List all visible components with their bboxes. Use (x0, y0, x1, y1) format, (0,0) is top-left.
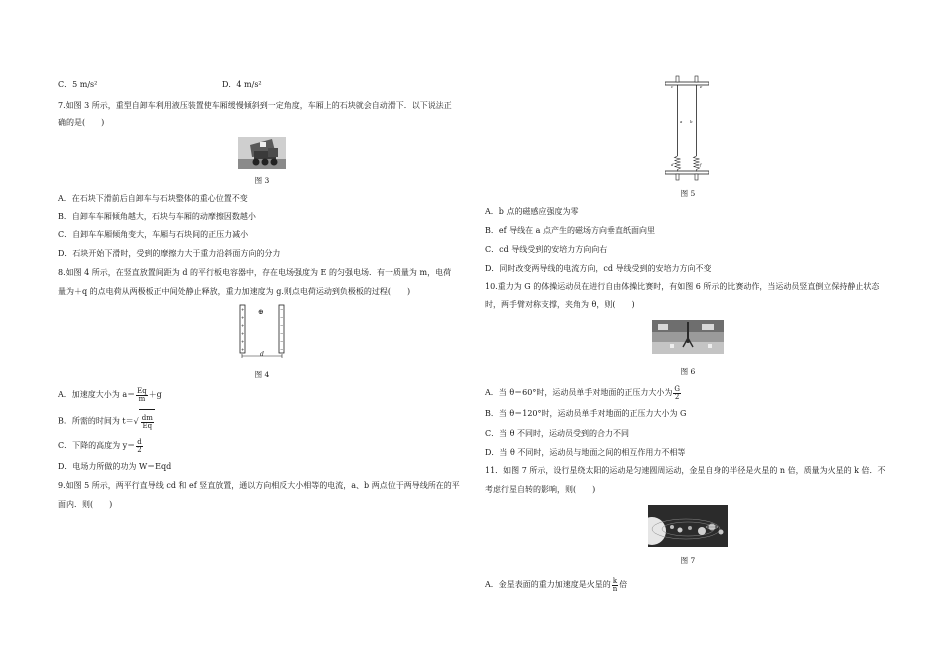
q8-option-c[interactable] (58, 435, 144, 457)
figure-5-parallel-wires-diagram (665, 74, 709, 184)
q9-option-d[interactable]: D．同时改变两导线的电流方向，cd 导线受到的安培力方向不变 (485, 264, 712, 273)
q11-a-suffix: 倍 (619, 580, 628, 589)
svg-text:+: + (241, 347, 245, 352)
svg-text:−: − (280, 307, 284, 312)
q8-stem-line2: 量为＋q 的点电荷从两极板正中间处静止释放，重力加速度为 g.则点电荷运动到负极板的过程( ) (58, 287, 411, 296)
figure-7-caption: 图 7 (680, 556, 696, 565)
q11-a-fraction (612, 578, 619, 593)
q10-option-c[interactable]: C．当 θ 不同时，运动员受到的合力不同 (485, 429, 630, 438)
fig5-label-e: e (700, 84, 703, 89)
q10-a-fraction (673, 386, 681, 401)
q8-option-b[interactable] (58, 409, 155, 433)
q7-option-a[interactable]: A．在石块下滑前后自卸车与石块整体的重心位置不变 (58, 194, 248, 203)
q9-option-a[interactable]: A．b 点的磁感应强度为零 (485, 207, 579, 216)
q10-stem-line1: 10.重力为 G 的体操运动员在进行自由体操比赛时，有如图 6 所示的比赛动作，当运动员竖直倒立保持静止状态 (485, 282, 880, 291)
q8-a-fraction (136, 388, 148, 403)
q9-option-b[interactable]: B．ef 导线在 a 点产生的磁场方向垂直纸面向里 (485, 226, 655, 235)
q6-option-c[interactable]: C．5 m/s² (58, 80, 98, 89)
q8-a-numerator: Eq (137, 386, 147, 395)
q10-option-a[interactable] (485, 382, 682, 404)
fig5-label-c: c (671, 84, 674, 89)
q8-option-d[interactable]: D．电场力所做的功为 W＝Eqd (58, 462, 172, 471)
q8-c-fraction (136, 439, 142, 454)
figure-7-solar-system-image (648, 505, 728, 547)
figure-5-caption: 图 5 (680, 189, 696, 198)
fig5-label-d: d (671, 162, 674, 167)
q8-a-prefix: A．加速度大小为 a＝ (58, 390, 136, 399)
fig5-label-a: a (680, 119, 683, 124)
q11-stem-line2: 考虑行星自转的影响，则( ) (485, 485, 596, 494)
q8-b-prefix: B．所需的时间为 t＝ (58, 416, 134, 426)
svg-text:−: − (280, 339, 284, 344)
q8-option-a[interactable] (58, 384, 162, 406)
q8-b-fraction (141, 415, 154, 430)
svg-text:+: + (241, 331, 245, 336)
q7-option-b[interactable]: B．自卸车车厢倾角越大，石块与车厢的动摩擦因数越小 (58, 212, 256, 221)
svg-text:−: − (280, 323, 284, 328)
q7-option-c[interactable]: C．自卸车车厢倾角变大，车厢与石块间的正压力减小 (58, 230, 249, 239)
q8-a-denominator: m (138, 394, 146, 403)
figure-4-d-label: d (260, 351, 264, 358)
q8-c-prefix: C．下降的高度为 y＝ (58, 441, 136, 450)
figure-3-caption: 图 3 (254, 176, 270, 185)
q8-a-suffix: ＋g (148, 390, 162, 399)
q10-option-d[interactable]: D．当 θ 不同时，运动员与地面之间的相互作用力不相等 (485, 448, 686, 457)
q7-option-d[interactable]: D．石块开始下滑时，受到的摩擦力大于重力沿斜面方向的分力 (58, 249, 281, 258)
figure-6-caption: 图 6 (680, 367, 696, 376)
q10-option-b[interactable]: B．当 θ＝120°时，运动员单手对地面的正压力大小为 G (485, 409, 687, 418)
q6-option-d[interactable]: D．4 m/s² (222, 80, 262, 89)
point-charge-icon: ⊕ (258, 308, 264, 316)
figure-4-capacitor-diagram (234, 303, 290, 363)
q8-b-denominator: Eq (142, 421, 153, 430)
q8-c-numerator: d (137, 437, 142, 446)
svg-text:+: + (241, 307, 245, 312)
sqrt-symbol: √ $\frac{dm}{Eq}$ (134, 409, 155, 434)
q9-stem-line2: 面内．则( ) (58, 500, 113, 509)
svg-text:+: + (241, 323, 245, 328)
q8-stem-line1: 8.如图 4 所示，在竖直放置间距为 d 的平行板电容器中，存在电场强度为 E 的匀强电场．有一质量为 m，电荷 (58, 268, 452, 277)
svg-text:+: + (241, 339, 245, 344)
fig5-label-b: b (690, 119, 693, 124)
q11-stem-line1: 11．如图 7 所示，设行星绕太阳的运动是匀速圆周运动，金星自身的半径是火星的 n 倍，质量为火星的 k 倍．不 (485, 466, 886, 475)
q11-option-a[interactable] (485, 574, 627, 596)
fig5-label-f: f (700, 162, 702, 167)
svg-text:+: + (241, 315, 245, 320)
svg-text:−: − (280, 347, 284, 352)
q11-a-numerator: k (612, 576, 618, 585)
q7-stem-line2: 确的是( ) (58, 118, 105, 127)
q10-a-numerator: G (674, 384, 680, 393)
q8-b-numerator: dm (141, 413, 153, 422)
q10-stem-line2: 时，两手臂对称支撑，夹角为 θ，则( ) (485, 300, 635, 309)
figure-6-gymnast-image (652, 320, 724, 354)
q11-a-denominator: n (612, 584, 618, 593)
q11-a-prefix: A．金星表面的重力加速度是火星的 (485, 580, 611, 589)
figure-3-dump-truck-image (238, 137, 286, 169)
svg-text:−: − (280, 315, 284, 320)
figure-4-caption: 图 4 (254, 370, 270, 379)
q10-a-prefix: A．当 θ＝60°时，运动员单手对地面的正压力大小为 (485, 388, 673, 397)
q7-stem-line1: 7.如图 3 所示，重型自卸车利用液压装置使车厢缓慢倾斜到一定角度，车厢上的石块就会自动滑下．以下说法正 (58, 101, 452, 110)
q9-stem-line1: 9.如图 5 所示，两平行直导线 cd 和 ef 竖直放置，通以方向相反大小相等的电流，a、b 两点位于两导线所在的平 (58, 481, 460, 490)
svg-text:−: − (280, 331, 284, 336)
q8-c-denominator: 2 (137, 445, 142, 454)
q10-a-denominator: 2 (674, 392, 680, 401)
q9-option-c[interactable]: C．cd 导线受到的安培力方向向右 (485, 245, 608, 254)
